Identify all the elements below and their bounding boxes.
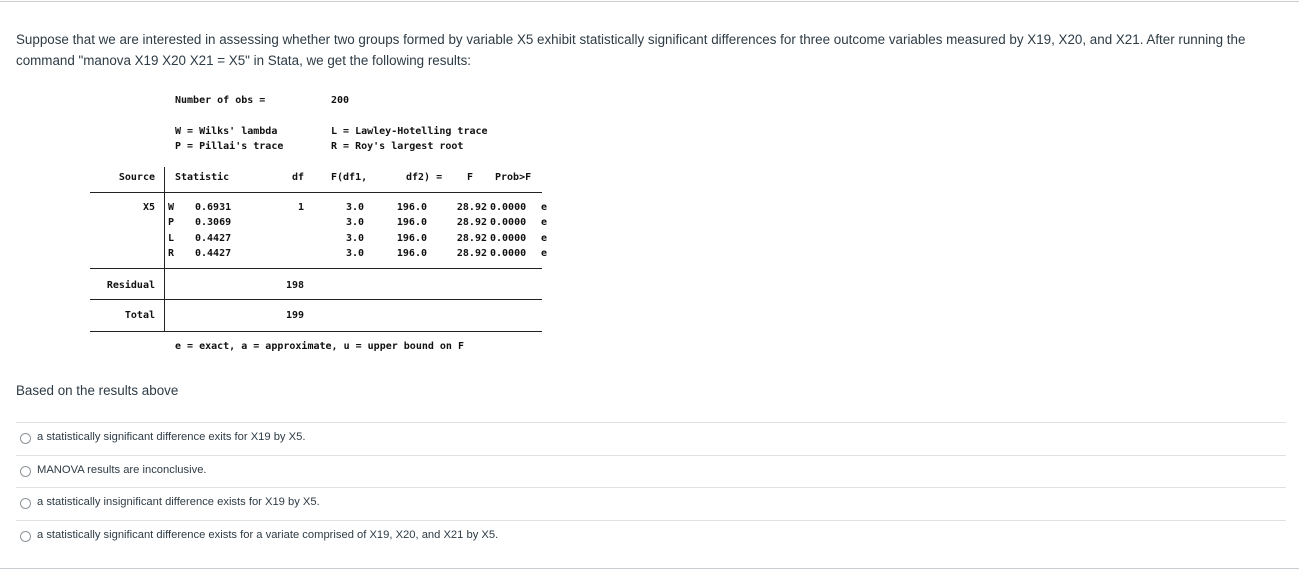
header-source: Source [118, 172, 155, 183]
based-on-text: Based on the results above [16, 383, 179, 398]
stat-df1: 3.0 [345, 202, 364, 213]
total-df: 199 [285, 310, 304, 321]
stat-flag: e [541, 217, 548, 228]
stat-prob: 0.0000 [490, 202, 527, 213]
header-rule [90, 192, 542, 193]
x5-df: 1 [297, 202, 304, 213]
answer-label: a statistically significant difference exists for a variate comprised of X19, X20, and X21 by X5. [37, 529, 499, 541]
stat-flag: e [541, 233, 548, 244]
stat-code: R [168, 248, 175, 259]
answer-label: a statistically significant difference exits for X19 by X5. [37, 431, 306, 443]
stat-df1: 3.0 [345, 233, 364, 244]
header-statistic: Statistic [175, 172, 230, 183]
stat-code: W [168, 202, 175, 213]
stat-flag: e [541, 202, 548, 213]
answer-option-3[interactable] [16, 488, 1286, 520]
stat-df2: 196.0 [396, 233, 427, 244]
stat-value: 0.6931 [195, 202, 232, 213]
nobs-label: Number of obs = [175, 95, 266, 106]
footnote: e = exact, a = approximate, u = upper bound on F [175, 341, 464, 352]
stat-prob: 0.0000 [490, 217, 527, 228]
header-f-df1: F(df1, [331, 172, 368, 183]
residual-label: Residual [106, 280, 155, 291]
stat-value: 0.4427 [195, 248, 232, 259]
total-label: Total [124, 310, 155, 321]
residual-rule [90, 299, 542, 300]
radio-button[interactable] [20, 466, 31, 477]
legend-lawley: L = Lawley-Hotelling trace [331, 126, 488, 137]
stat-value: 0.3069 [195, 217, 232, 228]
stat-prob: 0.0000 [490, 233, 527, 244]
radio-button[interactable] [20, 498, 31, 509]
radio-button[interactable] [20, 433, 31, 444]
stat-df1: 3.0 [345, 217, 364, 228]
header-prob: Prob>F [495, 172, 532, 183]
stat-value: 0.4427 [195, 233, 232, 244]
stat-code: L [168, 233, 175, 244]
stat-df2: 196.0 [396, 202, 427, 213]
stat-prob: 0.0000 [490, 248, 527, 259]
stat-f: 28.92 [456, 233, 487, 244]
answer-option-1[interactable] [16, 423, 1286, 455]
source-column-rule [164, 167, 165, 332]
x5-rule [90, 268, 542, 269]
stat-f: 28.92 [456, 248, 487, 259]
answer-option-2[interactable] [16, 456, 1286, 488]
answer-label: MANOVA results are inconclusive. [37, 464, 207, 476]
radio-button[interactable] [20, 531, 31, 542]
header-f: F [467, 172, 474, 183]
answer-label: a statistically insignificant difference exists for X19 by X5. [37, 496, 320, 508]
x5-source: X5 [142, 202, 155, 213]
top-divider [0, 1, 1299, 2]
legend-pillai: P = Pillai's trace [175, 141, 284, 152]
stat-code: P [168, 217, 175, 228]
question-text: Suppose that we are interested in assessing whether two groups formed by variable X5 exhibit statistically significant differences for three outcome variables measured by X19, X20, and X21. After running the command "manova X19 X20 X21 = X5" in Stata, we get the following results: [16, 32, 1246, 68]
stat-df1: 3.0 [345, 248, 364, 259]
stat-flag: e [541, 248, 548, 259]
nobs-value: 200 [331, 95, 350, 106]
stat-f: 28.92 [456, 202, 487, 213]
total-rule [90, 331, 542, 332]
answer-option-4[interactable] [16, 521, 1286, 553]
legend-roy: R = Roy's largest root [331, 141, 464, 152]
legend-wilks: W = Wilks' lambda [175, 126, 278, 137]
header-df: df [291, 172, 304, 183]
header-df2: df2) = [406, 172, 443, 183]
residual-df: 198 [285, 280, 304, 291]
stat-df2: 196.0 [396, 217, 427, 228]
stat-f: 28.92 [456, 217, 487, 228]
stat-df2: 196.0 [396, 248, 427, 259]
bottom-divider [0, 568, 1299, 569]
